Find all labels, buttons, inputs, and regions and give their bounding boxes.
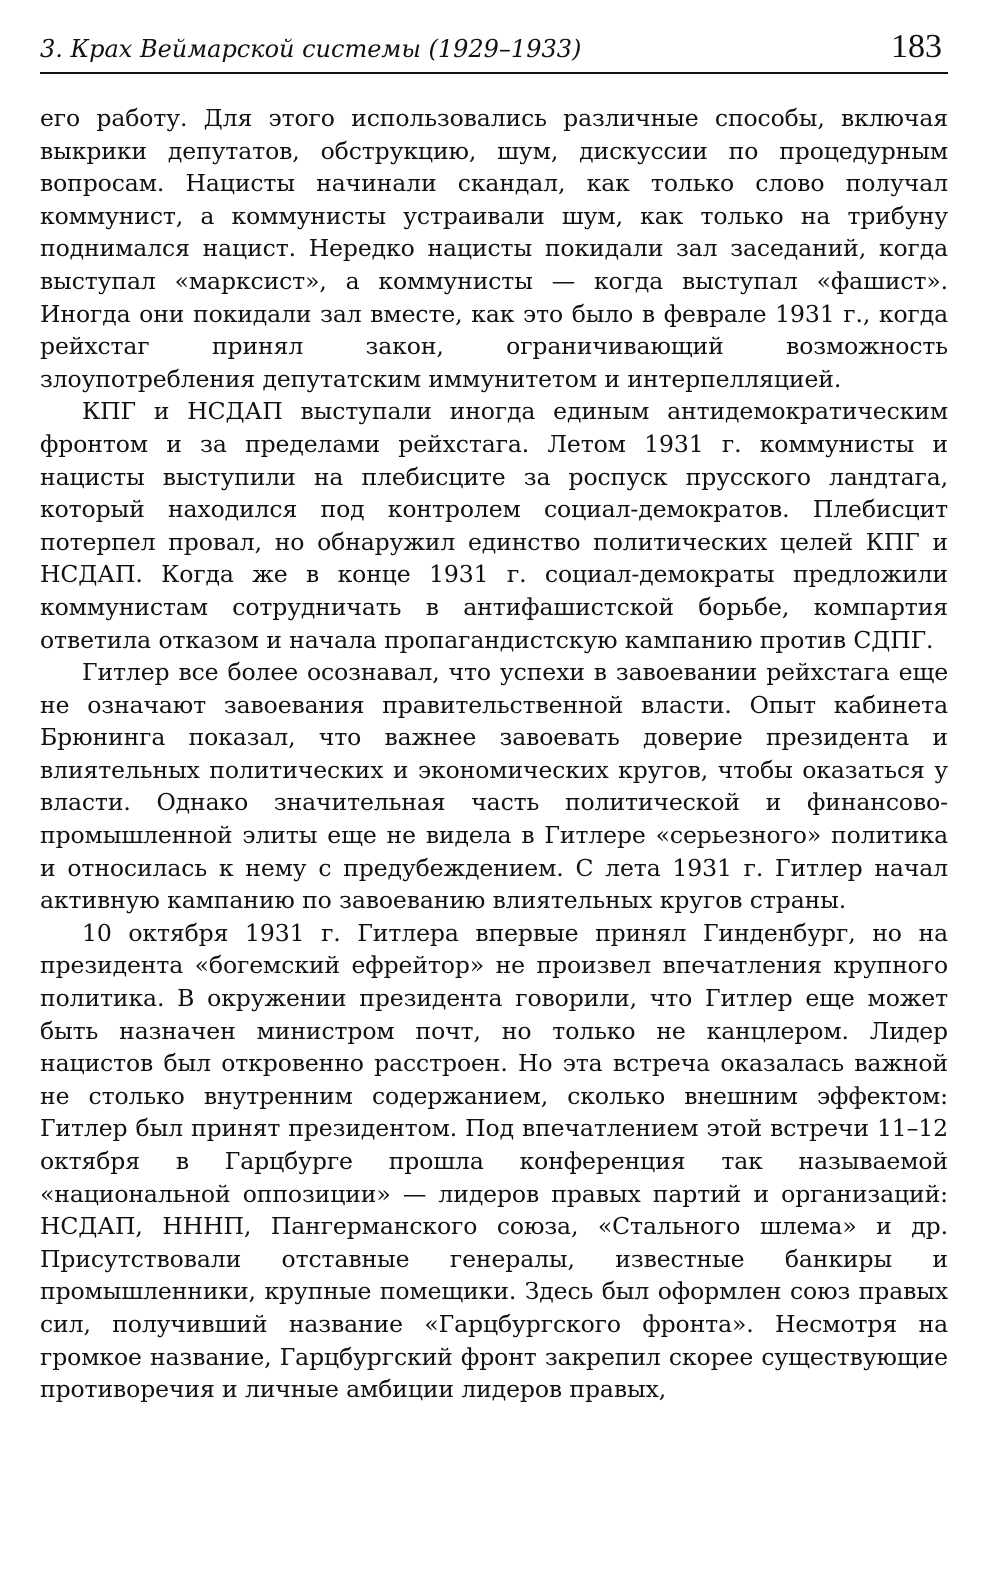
paragraph: КПГ и НСДАП выступали иногда единым антидемократическим фронтом и за пределами рейхстага. Летом 1931 г. коммунисты и нацисты выступили на плебисците за роспуск прусского ландтага, который находился под контролем социал-демократов. Плебисцит потерпел провал, но обнаружил единство политических целей КПГ и НСДАП. Когда же в конце 1931 г. социал-демократы предложили коммунистам сотрудничать в антифашистской борьбе, компартия ответила отказом и начала пропагандистскую кампанию против СДПГ. xyxy=(40,397,948,654)
paragraph: Гитлер все более осознавал, что успехи в завоевании рейхстага еще не означают завоевания правительственной власти. Опыт кабинета Брюнинга показал, что важнее завоевать доверие президента и влиятельных политических и экономических кругов, чтобы оказаться у власти. Однако значительная часть политической и финансово-промышленной элиты еще не видела в Гитлере «серьезного» политика и относилась к нему с предубеждением. С лета 1931 г. Гитлер начал активную кампанию по завоеванию влиятельных кругов страны. xyxy=(40,658,948,915)
page-number: 183 xyxy=(891,28,942,65)
book-page xyxy=(40,30,948,1406)
paragraph: его работу. Для этого использовались различные способы, включая выкрики депутатов, обструкцию, шум, дискуссии по процедурным вопросам. Нацисты начинали скандал, как только слово получал коммунист, а коммунисты устраивали шум, как только на трибуну поднимался нацист. Нередко нацисты покидали зал заседаний, когда выступал «марксист», а коммунисты — когда выступал «фашист». Иногда они покидали зал вместе, как это было в феврале 1931 г., когда рейхстаг принял закон, ограничивающий возможность злоупотребления депутатским иммунитетом и интерпелляцией. xyxy=(40,104,948,393)
chapter-title: 3. Крах Веймарской системы (1929–1933) xyxy=(40,35,582,63)
running-header xyxy=(40,30,948,74)
paragraph: 10 октября 1931 г. Гитлера впервые принял Гинденбург, но на президента «богемский ефрейтор» не произвел впечатления крупного политика. В окружении президента говорили, что Гитлер еще может быть назначен министром почт, но только не канцлером. Лидер нацистов был откровенно расстроен. Но эта встреча оказалась важной не столько внутренним содержанием, сколько внешним эффектом: Гитлер был принят президентом. Под впечатлением этой встречи 11–12 октября в Гарцбурге прошла конференция так называемой «национальной оппозиции» — лидеров правых партий и организаций: НСДАП, НННП, Пангерманского союза, «Стального шлема» и др. Присутствовали отставные генералы, известные банкиры и промышленники, крупные помещики. Здесь был оформлен союз правых сил, получивший название «Гарцбургского фронта». Несмотря на громкое название, Гарцбургский фронт закрепил скорее существующие противоречия и личные амбиции лидеров правых, xyxy=(40,918,948,1404)
body-text xyxy=(40,102,948,1406)
